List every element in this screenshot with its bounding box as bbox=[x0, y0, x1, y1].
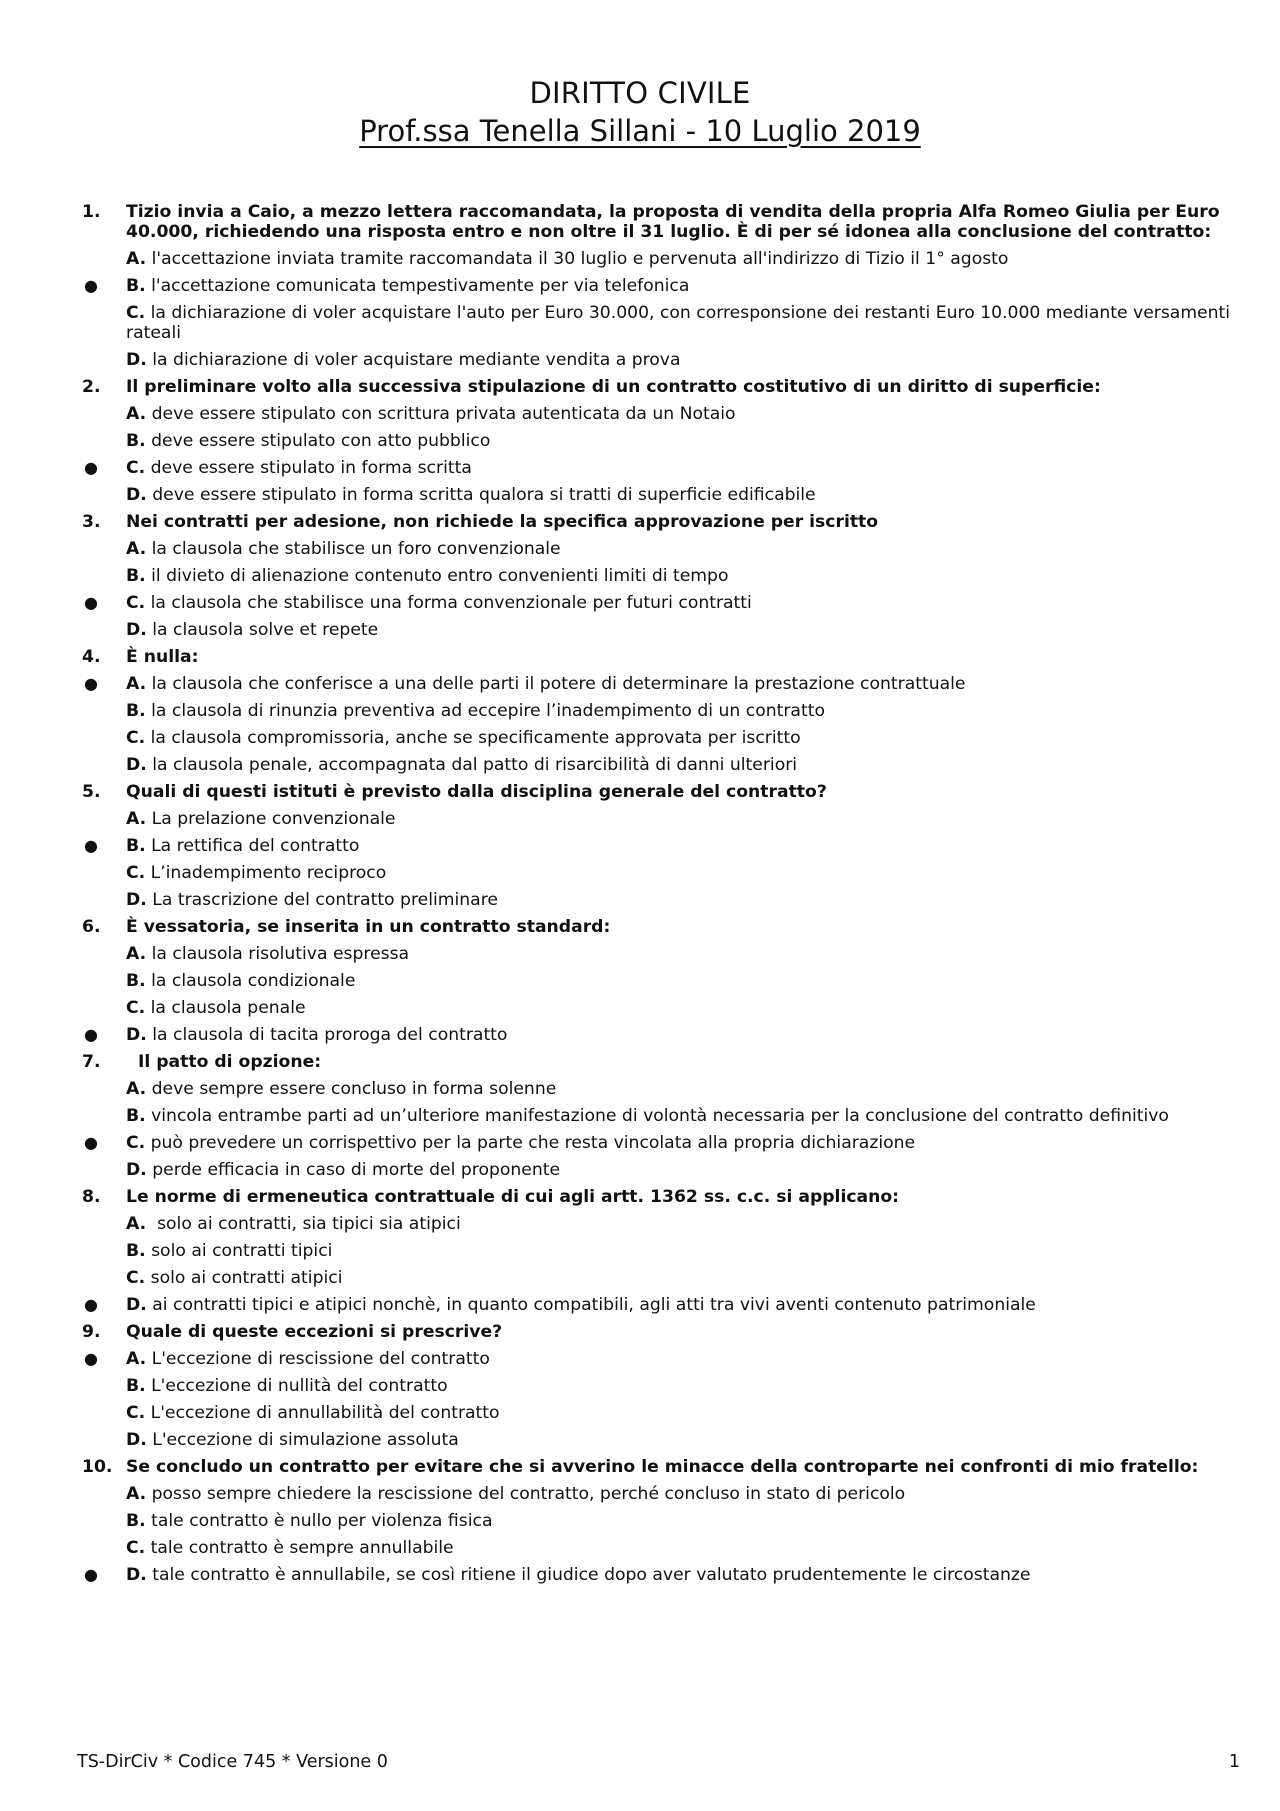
option-text: L'eccezione di simulazione assoluta bbox=[146, 1430, 459, 1450]
document-subtitle: Prof.ssa Tenella Sillani - 10 Luglio 2019 bbox=[359, 114, 921, 148]
option-letter: B. bbox=[126, 701, 146, 721]
option-letter: A. bbox=[126, 1079, 147, 1099]
question-item bbox=[0, 647, 1280, 775]
option-letter: B. bbox=[126, 1241, 146, 1261]
option-letter: A. bbox=[126, 1214, 147, 1234]
question-item bbox=[0, 782, 1280, 910]
option-letter: D. bbox=[126, 1025, 147, 1045]
question-row bbox=[0, 917, 1280, 937]
answer-option bbox=[0, 701, 1280, 721]
correct-answer-bullet-icon: ● bbox=[84, 836, 98, 855]
option-letter: D. bbox=[126, 1160, 147, 1180]
option-text: deve essere stipulato con scrittura privata autenticata da un Notaio bbox=[146, 404, 736, 424]
option-letter: B. bbox=[126, 971, 146, 991]
option-letter: C. bbox=[126, 863, 146, 883]
option-letter: C. bbox=[126, 1268, 146, 1288]
question-row bbox=[0, 647, 1280, 667]
option-letter: A. bbox=[126, 404, 147, 424]
answer-option bbox=[0, 404, 1280, 424]
option-letter: A. bbox=[126, 944, 147, 964]
option-text: la clausola penale bbox=[145, 998, 306, 1018]
answer-option bbox=[0, 1565, 1280, 1585]
option-text: La trascrizione del contratto preliminare bbox=[146, 890, 498, 910]
answer-option bbox=[0, 485, 1280, 505]
option-letter: B. bbox=[126, 836, 146, 856]
correct-answer-bullet-icon: ● bbox=[84, 458, 98, 477]
option-text: la clausola compromissoria, anche se specificamente approvata per iscritto bbox=[145, 728, 801, 748]
option-letter: A. bbox=[126, 249, 147, 269]
option-text: deve sempre essere concluso in forma solenne bbox=[146, 1079, 557, 1099]
correct-answer-bullet-icon: ● bbox=[84, 593, 98, 612]
option-text: tale contratto è nullo per violenza fisica bbox=[145, 1511, 493, 1531]
option-text: la dichiarazione di voler acquistare mediante vendita a prova bbox=[146, 350, 681, 370]
option-letter: D. bbox=[126, 890, 147, 910]
option-text: la clausola che stabilisce un foro convenzionale bbox=[146, 539, 561, 559]
option-letter: B. bbox=[126, 1511, 146, 1531]
option-text: la clausola risolutiva espressa bbox=[146, 944, 410, 964]
option-text: L’inadempimento reciproco bbox=[145, 863, 387, 883]
option-text: vincola entrambe parti ad un’ulteriore manifestazione di volontà necessaria per la conclusione del contratto definitivo bbox=[145, 1106, 1169, 1126]
correct-answer-bullet-icon: ● bbox=[84, 1295, 98, 1314]
question-row bbox=[0, 1457, 1280, 1477]
answer-option bbox=[0, 1511, 1280, 1531]
option-letter: D. bbox=[126, 1430, 147, 1450]
option-text: la dichiarazione di voler acquistare l'auto per Euro 30.000, con corresponsione dei restanti Euro 10.000 mediante versamenti rateali bbox=[126, 303, 1236, 343]
question-item bbox=[0, 377, 1280, 505]
answer-option bbox=[0, 249, 1280, 269]
option-letter: D. bbox=[126, 485, 147, 505]
answer-option bbox=[0, 350, 1280, 370]
option-text: tale contratto è annullabile, se così ritiene il giudice dopo aver valutato prudentemente le circostanze bbox=[146, 1565, 1031, 1585]
question-row bbox=[0, 782, 1280, 802]
correct-answer-bullet-icon: ● bbox=[84, 1133, 98, 1152]
answer-option bbox=[0, 1079, 1280, 1099]
option-text: il divieto di alienazione contenuto entro convenienti limiti di tempo bbox=[145, 566, 729, 586]
question-number: 5. bbox=[82, 782, 101, 802]
footer-code: TS-DirCiv * Codice 745 * Versione 0 bbox=[77, 1752, 388, 1772]
question-text: Il preliminare volto alla successiva stipulazione di un contratto costitutivo di un diritto di superficie: bbox=[126, 377, 1101, 397]
option-letter: A. bbox=[126, 539, 147, 559]
option-text: L'eccezione di annullabilità del contratto bbox=[145, 1403, 500, 1423]
question-text: Se concludo un contratto per evitare che si avverino le minacce della controparte nei confronti di mio fratello: bbox=[126, 1457, 1199, 1477]
option-letter: C. bbox=[126, 1133, 146, 1153]
question-item bbox=[0, 1457, 1280, 1585]
answer-option bbox=[0, 728, 1280, 748]
document-header bbox=[0, 75, 1280, 151]
answer-option bbox=[0, 303, 1280, 343]
option-letter: C. bbox=[126, 998, 146, 1018]
answer-option bbox=[0, 836, 1280, 856]
question-row bbox=[0, 202, 1280, 242]
answer-option bbox=[0, 1160, 1280, 1180]
option-letter: B. bbox=[126, 431, 146, 451]
question-number: 1. bbox=[82, 202, 101, 222]
option-text: solo ai contratti tipici bbox=[145, 1241, 333, 1261]
option-letter: C. bbox=[126, 458, 146, 478]
question-number: 6. bbox=[82, 917, 101, 937]
option-text: solo ai contratti, sia tipici sia atipici bbox=[146, 1214, 461, 1234]
question-number: 9. bbox=[82, 1322, 101, 1342]
option-text: perde efficacia in caso di morte del proponente bbox=[146, 1160, 561, 1180]
question-item bbox=[0, 512, 1280, 640]
option-text: deve essere stipulato in forma scritta qualora si tratti di superficie edificabile bbox=[146, 485, 816, 505]
option-text: la clausola solve et repete bbox=[146, 620, 379, 640]
option-letter: B. bbox=[126, 276, 146, 296]
question-number: 7. bbox=[82, 1052, 101, 1072]
question-number: 10. bbox=[82, 1457, 113, 1477]
question-item bbox=[0, 202, 1280, 370]
question-item bbox=[0, 1187, 1280, 1315]
answer-option bbox=[0, 1214, 1280, 1234]
correct-answer-bullet-icon: ● bbox=[84, 276, 98, 295]
answer-option bbox=[0, 998, 1280, 1018]
option-letter: D. bbox=[126, 1565, 147, 1585]
option-letter: D. bbox=[126, 1295, 147, 1315]
answer-option bbox=[0, 431, 1280, 451]
option-letter: D. bbox=[126, 620, 147, 640]
answer-option bbox=[0, 1295, 1280, 1315]
answer-option bbox=[0, 593, 1280, 613]
question-item bbox=[0, 917, 1280, 1045]
option-text: la clausola di tacita proroga del contratto bbox=[146, 1025, 508, 1045]
question-text: È nulla: bbox=[126, 647, 199, 667]
correct-answer-bullet-icon: ● bbox=[84, 1565, 98, 1584]
option-text: l'accettazione comunicata tempestivamente per via telefonica bbox=[145, 276, 690, 296]
question-text: Quale di queste eccezioni si prescrive? bbox=[126, 1322, 503, 1342]
document-title: DIRITTO CIVILE bbox=[529, 76, 751, 110]
question-row bbox=[0, 1052, 1280, 1072]
answer-option bbox=[0, 276, 1280, 296]
option-letter: A. bbox=[126, 1484, 147, 1504]
answer-option bbox=[0, 458, 1280, 478]
question-number: 4. bbox=[82, 647, 101, 667]
correct-answer-bullet-icon: ● bbox=[84, 1025, 98, 1044]
answer-option bbox=[0, 863, 1280, 883]
question-text: Quali di questi istituti è previsto dalla disciplina generale del contratto? bbox=[126, 782, 827, 802]
option-text: deve essere stipulato con atto pubblico bbox=[145, 431, 491, 451]
answer-option bbox=[0, 620, 1280, 640]
answer-option bbox=[0, 1349, 1280, 1369]
question-number: 2. bbox=[82, 377, 101, 397]
answer-option bbox=[0, 890, 1280, 910]
option-letter: A. bbox=[126, 809, 147, 829]
answer-option bbox=[0, 1403, 1280, 1423]
question-text: È vessatoria, se inserita in un contratto standard: bbox=[126, 917, 611, 937]
question-text: Il patto di opzione: bbox=[126, 1052, 322, 1072]
answer-option bbox=[0, 944, 1280, 964]
answer-option bbox=[0, 1484, 1280, 1504]
correct-answer-bullet-icon: ● bbox=[84, 1349, 98, 1368]
option-text: la clausola condizionale bbox=[145, 971, 356, 991]
answer-option bbox=[0, 566, 1280, 586]
question-row bbox=[0, 1322, 1280, 1342]
question-item bbox=[0, 1052, 1280, 1180]
correct-answer-bullet-icon: ● bbox=[84, 674, 98, 693]
option-letter: B. bbox=[126, 1106, 146, 1126]
option-text: L'eccezione di rescissione del contratto bbox=[146, 1349, 490, 1369]
option-letter: B. bbox=[126, 566, 146, 586]
answer-option bbox=[0, 755, 1280, 775]
answer-option bbox=[0, 971, 1280, 991]
page-number: 1 bbox=[1228, 1752, 1240, 1772]
answer-option bbox=[0, 1025, 1280, 1045]
answer-option bbox=[0, 1376, 1280, 1396]
answer-option bbox=[0, 674, 1280, 694]
answer-option bbox=[0, 1430, 1280, 1450]
option-letter: A. bbox=[126, 674, 147, 694]
option-letter: A. bbox=[126, 1349, 147, 1369]
option-letter: C. bbox=[126, 303, 146, 323]
question-text: Nei contratti per adesione, non richiede la specifica approvazione per iscritto bbox=[126, 512, 879, 532]
option-text: tale contratto è sempre annullabile bbox=[145, 1538, 454, 1558]
option-text: può prevedere un corrispettivo per la parte che resta vincolata alla propria dichiarazione bbox=[145, 1133, 916, 1153]
question-row bbox=[0, 1187, 1280, 1207]
answer-option bbox=[0, 539, 1280, 559]
question-list bbox=[0, 202, 1280, 1592]
option-text: la clausola che stabilisce una forma convenzionale per futuri contratti bbox=[145, 593, 752, 613]
option-text: l'accettazione inviata tramite raccomandata il 30 luglio e pervenuta all'indirizzo di Tizio il 1° agosto bbox=[146, 249, 1009, 269]
question-row bbox=[0, 377, 1280, 397]
option-text: la clausola che conferisce a una delle parti il potere di determinare la prestazione contrattuale bbox=[146, 674, 966, 694]
option-text: solo ai contratti atipici bbox=[145, 1268, 343, 1288]
answer-option bbox=[0, 1241, 1280, 1261]
question-text: Tizio invia a Caio, a mezzo lettera raccomandata, la proposta di vendita della propria Alfa Romeo Giulia per Euro 40.000, richiedendo una risposta entro e non oltre il 31 luglio. È di per sé idonea alla conclusione del contratto: bbox=[126, 202, 1226, 242]
option-letter: C. bbox=[126, 728, 146, 748]
option-letter: C. bbox=[126, 1403, 146, 1423]
question-row bbox=[0, 512, 1280, 532]
option-letter: C. bbox=[126, 1538, 146, 1558]
option-letter: B. bbox=[126, 1376, 146, 1396]
answer-option bbox=[0, 1133, 1280, 1153]
option-text: la clausola di rinunzia preventiva ad eccepire l’inadempimento di un contratto bbox=[145, 701, 825, 721]
option-letter: C. bbox=[126, 593, 146, 613]
answer-option bbox=[0, 1268, 1280, 1288]
option-text: deve essere stipulato in forma scritta bbox=[145, 458, 472, 478]
option-text: la clausola penale, accompagnata dal patto di risarcibilità di danni ulteriori bbox=[146, 755, 798, 775]
answer-option bbox=[0, 809, 1280, 829]
option-text: posso sempre chiedere la rescissione del contratto, perché concluso in stato di pericolo bbox=[146, 1484, 906, 1504]
option-text: La prelazione convenzionale bbox=[146, 809, 396, 829]
question-item bbox=[0, 1322, 1280, 1450]
option-text: L'eccezione di nullità del contratto bbox=[145, 1376, 448, 1396]
question-text: Le norme di ermeneutica contrattuale di cui agli artt. 1362 ss. c.c. si applicano: bbox=[126, 1187, 900, 1207]
option-letter: D. bbox=[126, 350, 147, 370]
option-text: ai contratti tipici e atipici nonchè, in quanto compatibili, agli atti tra vivi aventi contenuto patrimoniale bbox=[146, 1295, 1036, 1315]
answer-option bbox=[0, 1538, 1280, 1558]
answer-option bbox=[0, 1106, 1280, 1126]
option-letter: D. bbox=[126, 755, 147, 775]
option-text: La rettifica del contratto bbox=[145, 836, 360, 856]
question-number: 3. bbox=[82, 512, 101, 532]
question-number: 8. bbox=[82, 1187, 101, 1207]
